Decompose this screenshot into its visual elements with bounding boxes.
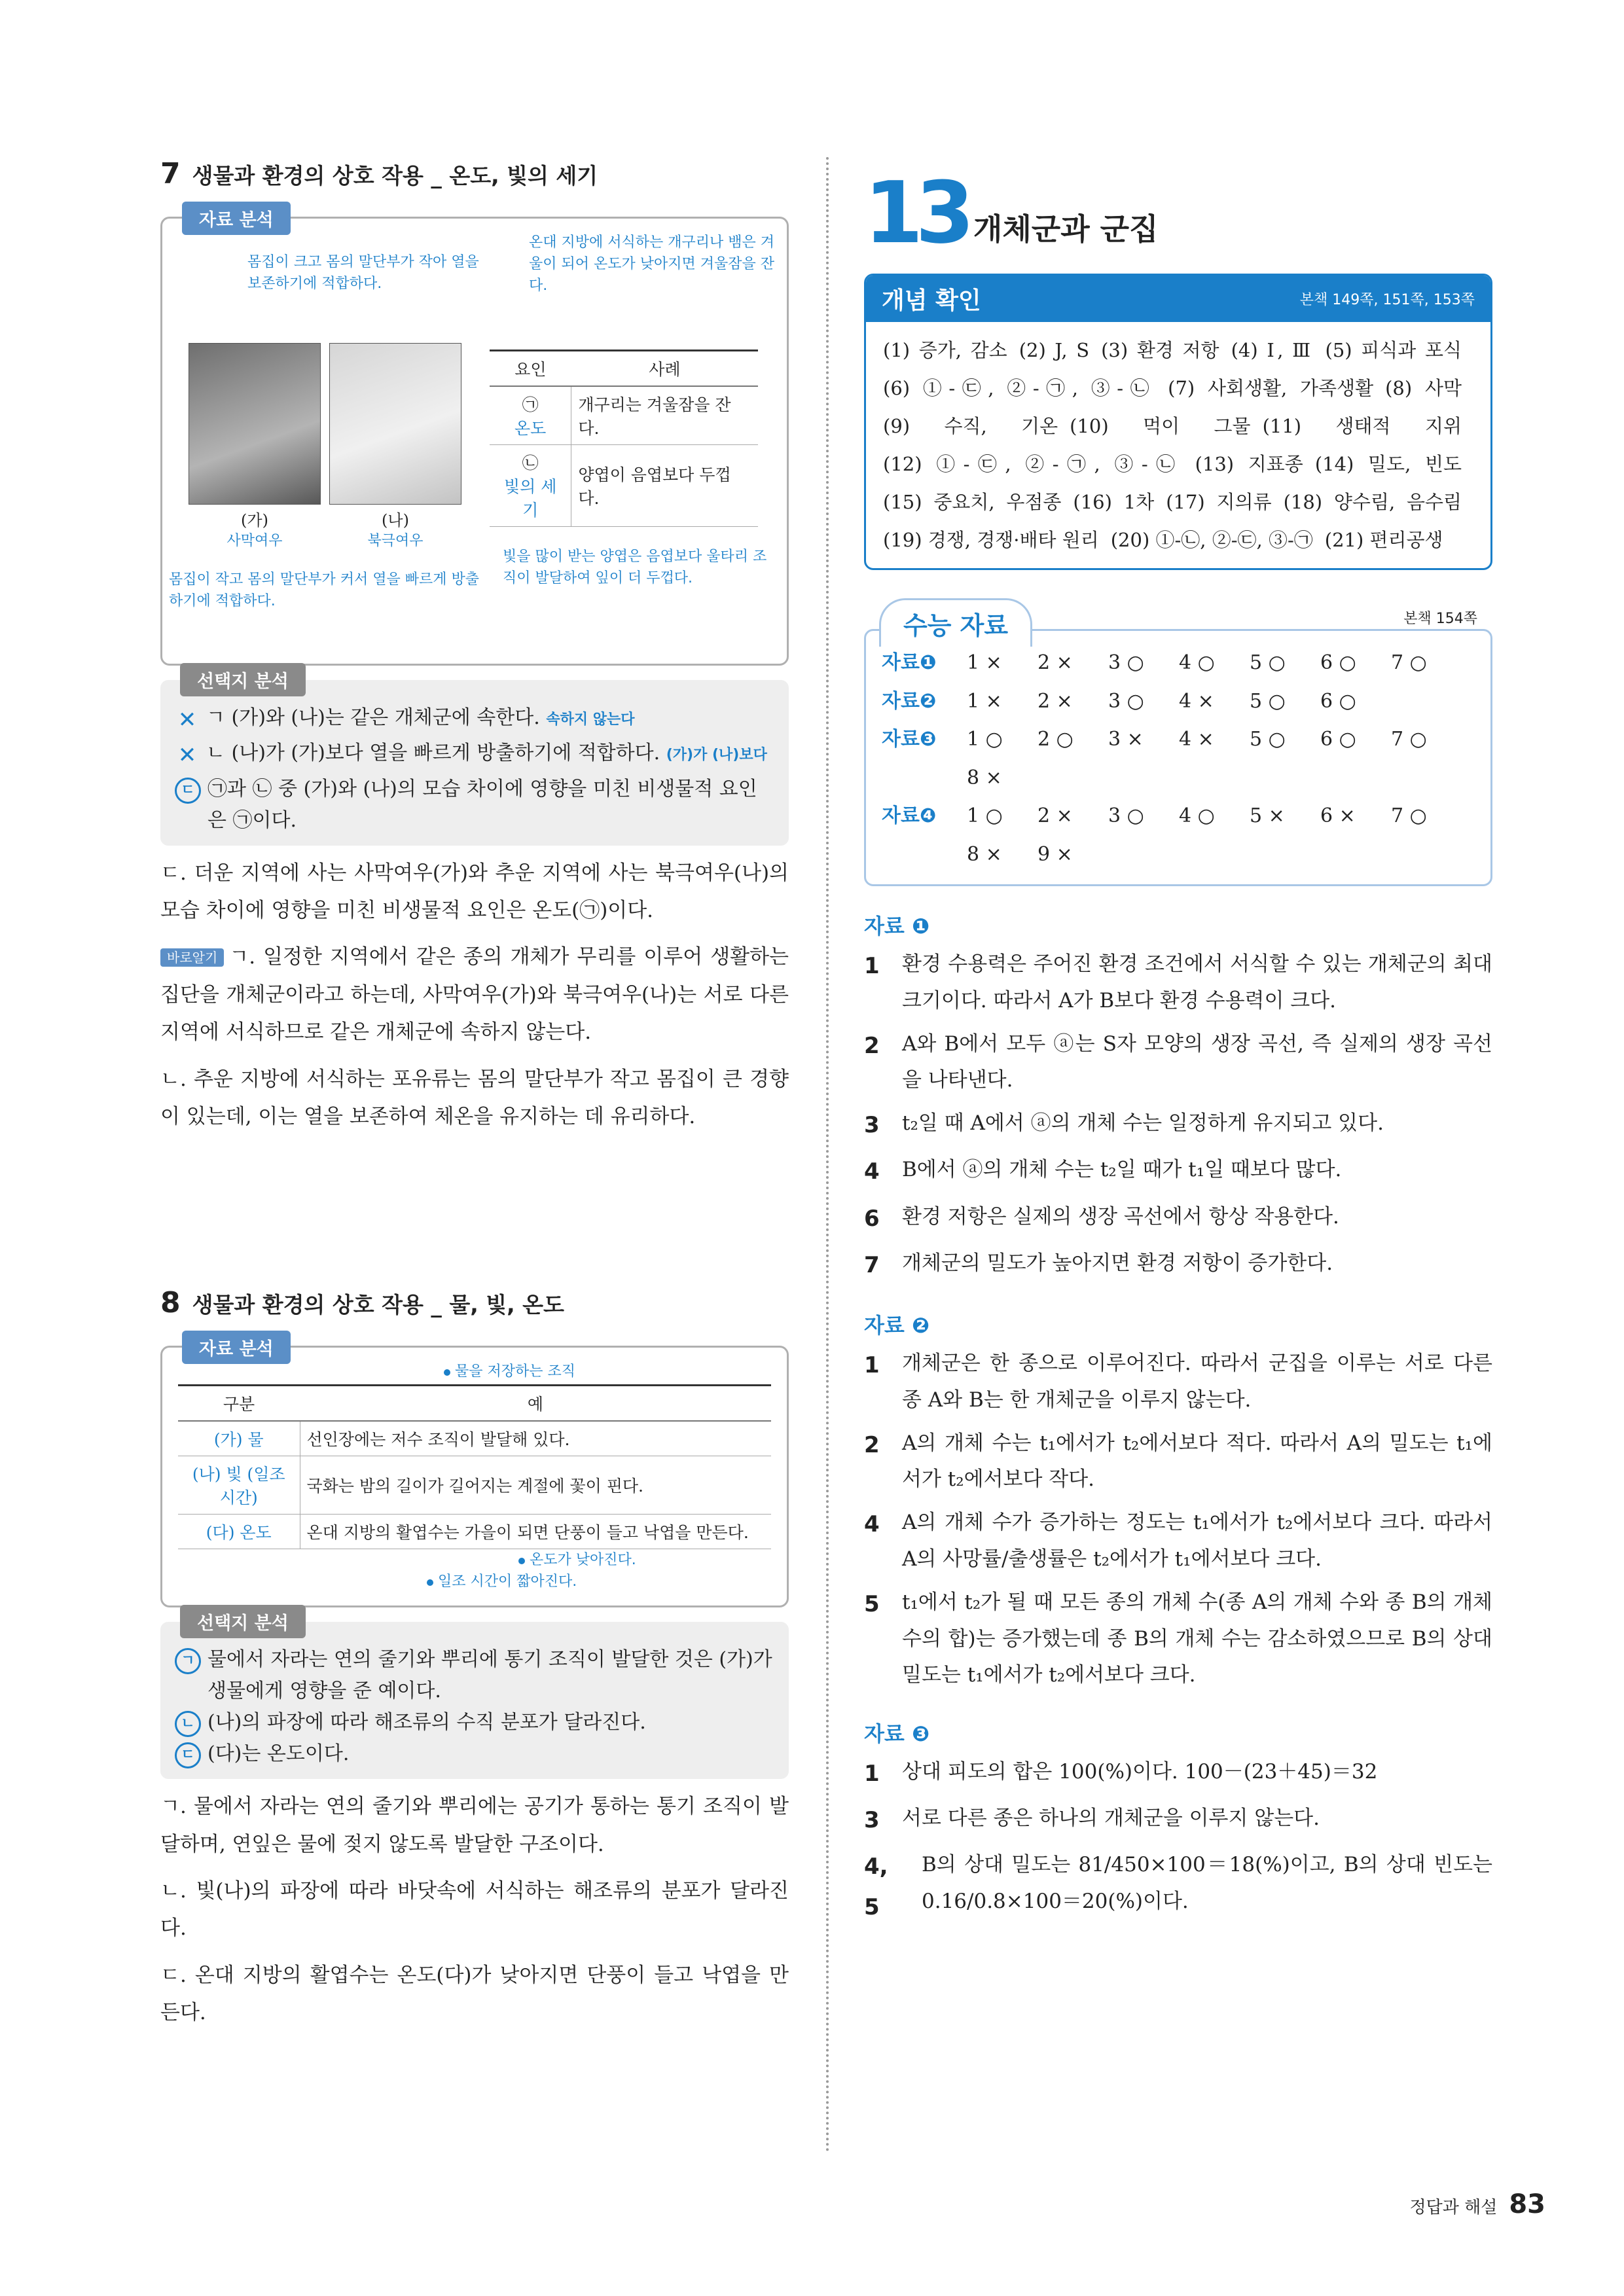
suneung-data-box — [864, 611, 1492, 886]
choice-item: ㄴ (나)의 파장에 따라 해조류의 수직 분포가 달라진다. — [175, 1707, 774, 1738]
problem-8-choices — [160, 1613, 789, 1779]
suneung-row: 자료❶ 1 × 2 × 3 ○ 4 ○ 5 ○ 6 ○ 7 ○ — [882, 651, 1427, 674]
answer-item: 5 t₁에서 t₂가 될 때 모든 종의 개체 수(종 A의 개체 수와 종 B의 개체 수의 합)는 증가했는데 종 B의 개체 수는 감소하였으므로 B의 상대 밀도는 t₁에서가 t₂에서보다 크다. — [864, 1590, 1492, 1687]
annotation-bottom-right: 빛을 많이 받는 양엽은 음엽보다 울타리 조직이 발달하여 잎이 더 두껍다. — [503, 548, 767, 586]
arctic-fox-image — [329, 343, 461, 505]
chapter-number: 13 — [864, 163, 967, 262]
explanation: 바로알기 ㄱ. 일정한 지역에서 같은 종의 개체가 무리를 이루어 생활하는 집단을 개체군이라고 하는데, 사막여우(가)와 북극여우(나)는 서로 다른 지역에 서식하므로 같은 개체군에 속하지 않는다. — [160, 945, 789, 1045]
suneung-ref: 본책 154쪽 — [1403, 611, 1477, 627]
concept-check-box — [864, 274, 1492, 570]
factor-example-table: 구분 예 (가) 물 선인장에는 저수 조직이 발달해 있다. (나) 빛 (일조 시간) 국화는 밤의 길이가 길어지는 계절에 꽃이 핀다. (다) 온도 온대 지방의 활엽수는 가을이 되면 단풍이 들고 낙엽을 만든다. — [178, 1384, 771, 1549]
suneung-row: 자료❹ 1 ○ 2 × 3 ○ 4 ○ 5 × 6 × 7 ○ 8 × 9 × — [882, 804, 1427, 866]
annotation-bottom-left: 몸집이 작고 몸의 말단부가 커서 열을 빠르게 방출하기에 적합하다. — [169, 571, 479, 609]
footer-label: 정답과 해설 — [1409, 2198, 1498, 2217]
data-analysis-tag: 자료 분석 — [182, 202, 291, 235]
left-column — [160, 157, 789, 2032]
choice-analysis-tag: 선택지 분석 — [180, 1605, 306, 1638]
answer-item: 1 상대 피도의 합은 100(%)이다. 100－(23＋45)＝32 — [864, 1760, 1378, 1787]
problem-8-title: 8 생물과 환경의 상호 작용 _ 물, 빛, 온도 — [160, 1286, 564, 1320]
answer-item: 2 A와 B에서 모두 ⓐ는 S자 모양의 생장 곡선, 즉 실제의 생장 곡선을 나타낸다. — [864, 1031, 1492, 1092]
problem-7-data-box — [160, 210, 789, 666]
answer-item: 4 B에서 ⓐ의 개체 수는 t₂일 때가 t₁일 때보다 많다. — [864, 1158, 1342, 1185]
answer-item: 1 환경 수용력은 주어진 환경 조건에서 서식할 수 있는 개체군의 최대 크기이다. 따라서 A가 B보다 환경 수용력이 크다. — [864, 952, 1492, 1013]
page-footer — [1409, 2189, 1545, 2219]
column-divider — [826, 157, 829, 2153]
explanation: ㄱ. 물에서 자라는 연의 줄기와 뿌리에는 공기가 통하는 통기 조직이 발달하며, 연잎은 물에 젖지 않도록 발달한 구조이다. — [160, 1795, 789, 1856]
answer-item: 3 서로 다른 종은 하나의 개체군을 이루지 않는다. — [864, 1806, 1320, 1834]
suneung-row: 자료❸ 1 ○ 2 ○ 3 × 4 × 5 ○ 6 ○ 7 ○ 8 × — [882, 728, 1427, 789]
section-head: 자료 ❶ — [864, 914, 930, 939]
answer-item: 3 t₂일 때 A에서 ⓐ의 개체 수는 일정하게 유지되고 있다. — [864, 1111, 1384, 1139]
explanation: ㄷ. 온대 지방의 활엽수는 온도(다)가 낮아지면 단풍이 들고 낙엽을 만든다. — [160, 1963, 789, 2024]
problem-7-choices — [160, 672, 789, 846]
chapter-title: 개체군과 군집 — [973, 211, 1159, 247]
answer-item: 4 A의 개체 수가 증가하는 정도는 t₁에서가 t₂에서보다 크다. 따라서 A의 사망률/출생률은 t₂에서가 t₁에서보다 크다. — [864, 1511, 1492, 1571]
choice-item: ✕ ㄴ (나)가 (가)보다 열을 빠르게 방출하기에 적합하다. (가)가 (나)보다 — [177, 742, 767, 769]
choice-item: ✕ ㄱ (가)와 (나)는 같은 개체군에 속한다. 속하지 않는다 — [177, 706, 635, 733]
answer-item: 7 개체군의 밀도가 높아지면 환경 저항이 증가한다. — [864, 1251, 1333, 1278]
concept-check-title: 개념 확인 — [882, 287, 981, 314]
answer-item: 6 환경 저항은 실제의 생장 곡선에서 항상 작용한다. — [864, 1204, 1339, 1232]
explanation: ㄷ. 더운 지역에 사는 사막여우(가)와 추운 지역에 사는 북극여우(나)의 모습 차이에 영향을 미친 비생물적 요인은 온도(㉠)이다. — [160, 861, 789, 923]
annotation-top-left: 몸집이 크고 몸의 말단부가 작아 열을 보존하기에 적합하다. — [247, 254, 479, 292]
suneung-tab: 수능 자료 — [879, 598, 1032, 647]
concept-answers: (1) 증가, 감소 (2) J, S (3) 환경 저항 (4) Ⅰ, Ⅲ (5) 피식과 포식(6) ①-㉢, ②-㉠, ③-㉡ (7) 사회생활, 가족생활 (8) 사막(9) 수직, 기온 (10) 먹이 그물 (11) 생태적 지위(12) ①-㉢, ②-㉠, ③-㉡ (13) 지표종 (14) 밀도, 빈도(15) 중요치, 우점종 (16) 1차 (17) 지의류 (18) 양수림, 음수림(19) 경쟁, 경쟁·배타 원리 (20) ①-㉡, ②-㉢, ③-㉠ (21) 편리공생 — [883, 339, 1462, 551]
answer-item: 4, 5 B의 상대 밀도는 81/450×100＝18(%)이고, B의 상대 빈도는 0.16/0.8×100＝20(%)이다. — [864, 1853, 1492, 1920]
annotation-water-storage: 물을 저장하는 조직 — [444, 1361, 575, 1382]
section-head: 자료 ❸ — [864, 1721, 930, 1747]
annotation-daylight: 일조 시간이 짧아진다. — [427, 1571, 771, 1592]
answer-item: 2 A의 개체 수는 t₁에서가 t₂에서보다 적다. 따라서 A의 밀도는 t₁에서가 t₂에서보다 작다. — [864, 1431, 1492, 1492]
explanation: ㄴ. 추운 지방에 서식하는 포유류는 몸의 말단부가 작고 몸집이 큰 경향이 있는데, 이는 열을 보존하여 체온을 유지하는 데 유리하다. — [160, 1067, 789, 1128]
problem-7-title: 7 생물과 환경의 상호 작용 _ 온도, 빛의 세기 — [160, 157, 598, 190]
photo-desert-fox: (가) 사막여우 — [189, 343, 321, 552]
choice-item: ㄷ (다)는 온도이다. — [175, 1738, 774, 1770]
desert-fox-image — [189, 343, 321, 505]
chapter-header — [864, 157, 1492, 262]
concept-check-ref: 본책 149쪽, 151쪽, 153쪽 — [1299, 292, 1475, 308]
annotation-temperature: 온도가 낮아진다. — [518, 1549, 771, 1571]
right-column — [864, 157, 1492, 1928]
page-number: 83 — [1509, 2189, 1545, 2219]
choice-analysis-tag: 선택지 분석 — [180, 663, 306, 696]
explanation: ㄴ. 빛(나)의 파장에 따라 바닷속에 서식하는 해조류의 분포가 달라진다. — [160, 1878, 789, 1941]
choice-item: ㄱ 물에서 자라는 연의 줄기와 뿌리에 통기 조직이 발달한 것은 (가)가 생물에게 영향을 준 예이다. — [175, 1644, 774, 1707]
suneung-row: 자료❷ 1 × 2 × 3 ○ 4 × 5 ○ 6 ○ — [882, 689, 1356, 713]
problem-8-data-box — [160, 1339, 789, 1607]
answer-item: 1 개체군은 한 종으로 이루어진다. 따라서 군집을 이루는 서로 다른 종 A와 B는 한 개체군을 이루지 않는다. — [864, 1351, 1492, 1412]
factor-table: 요인 사례 ㉠ 온도 개구리는 겨울잠을 잔다. ㉡ 빛의 세기 양엽이 음엽보다 두껍다. — [490, 350, 758, 527]
photo-arctic-fox: (나) 북극여우 — [329, 343, 461, 552]
annotation-top-right: 온대 지방에 서식하는 개구리나 뱀은 겨울이 되어 온도가 낮아지면 겨울잠을 잔다. — [529, 234, 774, 294]
choice-item: ㄷ ㉠과 ㉡ 중 (가)와 (나)의 모습 차이에 영향을 미친 비생물적 요인은 ㉠이다. — [175, 774, 774, 836]
section-head: 자료 ❷ — [864, 1312, 930, 1338]
data-analysis-tag: 자료 분석 — [182, 1331, 291, 1364]
